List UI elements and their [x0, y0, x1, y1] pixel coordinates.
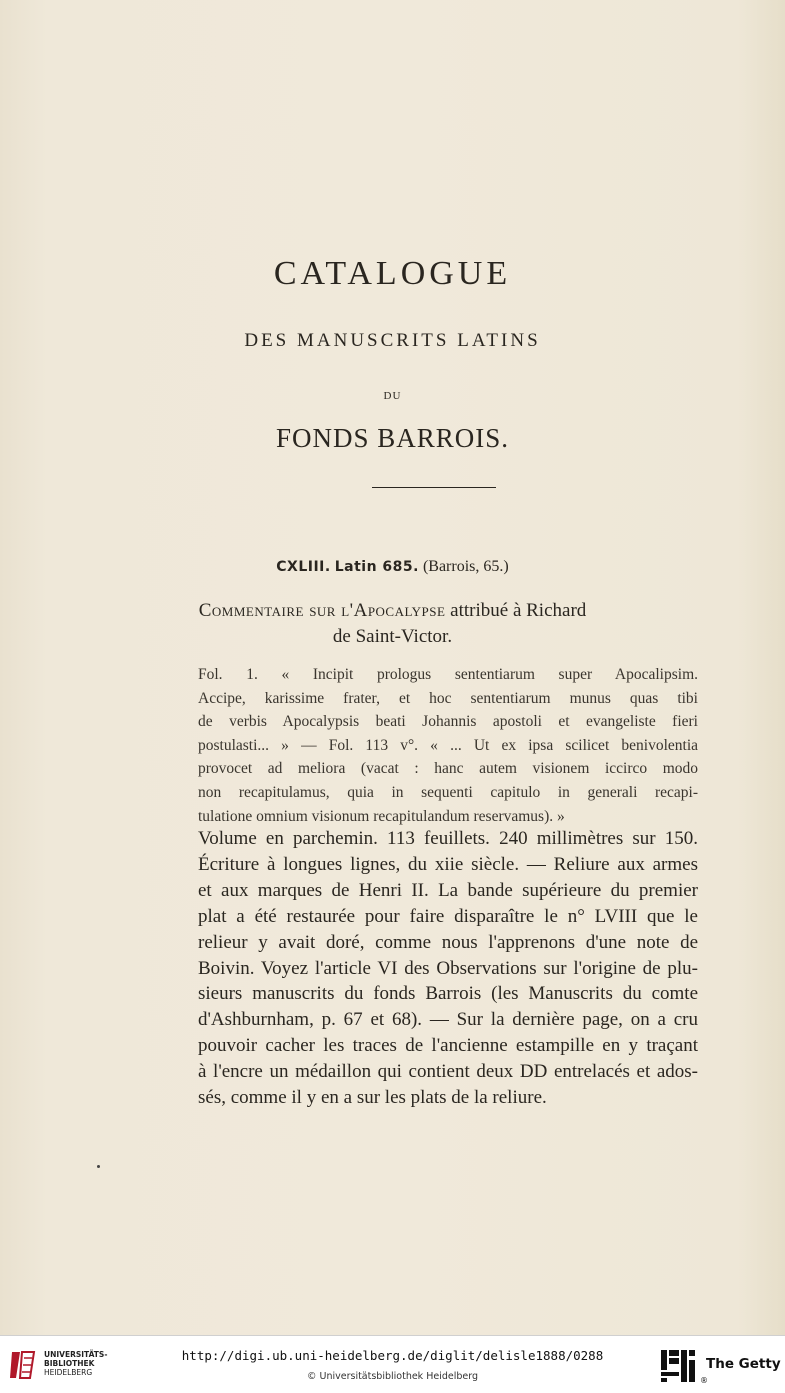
- entry-title-line2: de Saint-Victor.: [332, 626, 453, 647]
- registered-mark: ®: [700, 1376, 708, 1385]
- viewer-footer: [0, 1335, 785, 1393]
- description-line: et aux marques de Henri II. La bande supérieure du premier: [198, 879, 698, 901]
- description-line: d'Ashburnham, p. 67 et 68). — Sur la dernière page, on a cru: [198, 1009, 698, 1031]
- incipit-line: Fol. 1. « Incipit prologus sententiarum super Apocalipsim.: [198, 666, 698, 683]
- description-line: sés, comme il y en a sur les plats de la reliure.: [198, 1087, 547, 1109]
- library-name-line: UNIVERSITÄTS-: [44, 1350, 108, 1359]
- library-name-line: BIBLIOTHEK: [44, 1359, 95, 1368]
- catalogue-subtitle: DES MANUSCRITS LATINS: [244, 330, 541, 351]
- catalogue-title: CATALOGUE: [273, 255, 512, 292]
- incipit-paragraph: [172, 663, 698, 828]
- incipit-line: postulasti... » — Fol. 113 v°. « ... Ut ex ipsa scilicet benivolentia: [198, 736, 698, 754]
- description-line: à l'encre un médaillon qui contient deux DD entrelacés et ados-: [198, 1061, 698, 1083]
- entry-heading: [0, 558, 785, 576]
- description-line: sieurs manuscrits du fonds Barrois (les Manuscrits du comte: [198, 983, 698, 1005]
- incipit-line: non recapitulamus, quia in sequenti capitulo in generali recapi-: [198, 783, 698, 801]
- entry-title-smallcaps: Commentaire sur l'Apocalypse: [198, 600, 446, 621]
- description-line: relieur y avait doré, comme nous l'apprenons d'une note de: [198, 931, 698, 953]
- description-line: pouvoir cacher les traces de l'ancienne estampille en y traçant: [198, 1035, 698, 1057]
- description-line: Boivin. Voyez l'article VI des Observations sur l'origine de plu-: [198, 957, 698, 979]
- catalogue-du: DU: [383, 390, 402, 402]
- entry-latin-shelfmark: Latin 685.: [334, 559, 419, 575]
- fonds-title: FONDS BARROIS.: [275, 423, 510, 453]
- entry-title-rest: attribué à Richard: [450, 600, 587, 621]
- description-line: plat a été restaurée pour faire disparaître le n° LVIII que le: [198, 905, 698, 927]
- getty-name: The Getty: [706, 1356, 781, 1372]
- description-line: Volume en parchemin. 113 feuillets. 240 millimètres sur 150.: [198, 828, 698, 849]
- description-line: Écriture à longues lignes, du xiie siècle. — Reliure aux armes: [198, 853, 698, 875]
- entry-title: [0, 598, 785, 650]
- entry-number: CXLIII.: [276, 559, 331, 575]
- copyright-notice: © Universitätsbibliothek Heidelberg: [306, 1371, 478, 1382]
- title-divider: [372, 487, 496, 488]
- incipit-line: Accipe, karissime frater, et hoc sententiarum munus quas tibi: [198, 689, 698, 707]
- library-name-line: HEIDELBERG: [44, 1368, 93, 1377]
- permalink-url[interactable]: http://digi.ub.uni-heidelberg.de/diglit/delisle1888/0288: [181, 1348, 604, 1363]
- getty-logo-icon[interactable]: [659, 1348, 697, 1384]
- description-paragraph: [172, 826, 698, 1111]
- incipit-line: provocet ad meliora (vacat : hanc autem visionem iccirco modo: [198, 760, 698, 778]
- incipit-line: de verbis Apocalypsis beati Johannis apostoli et evangeliste fieri: [198, 713, 698, 731]
- incipit-line: tulatione omnium visionum recapitulandum reservamus). »: [198, 807, 565, 825]
- page-speck: [97, 1165, 100, 1168]
- entry-barrois-ref: (Barrois, 65.): [422, 558, 509, 575]
